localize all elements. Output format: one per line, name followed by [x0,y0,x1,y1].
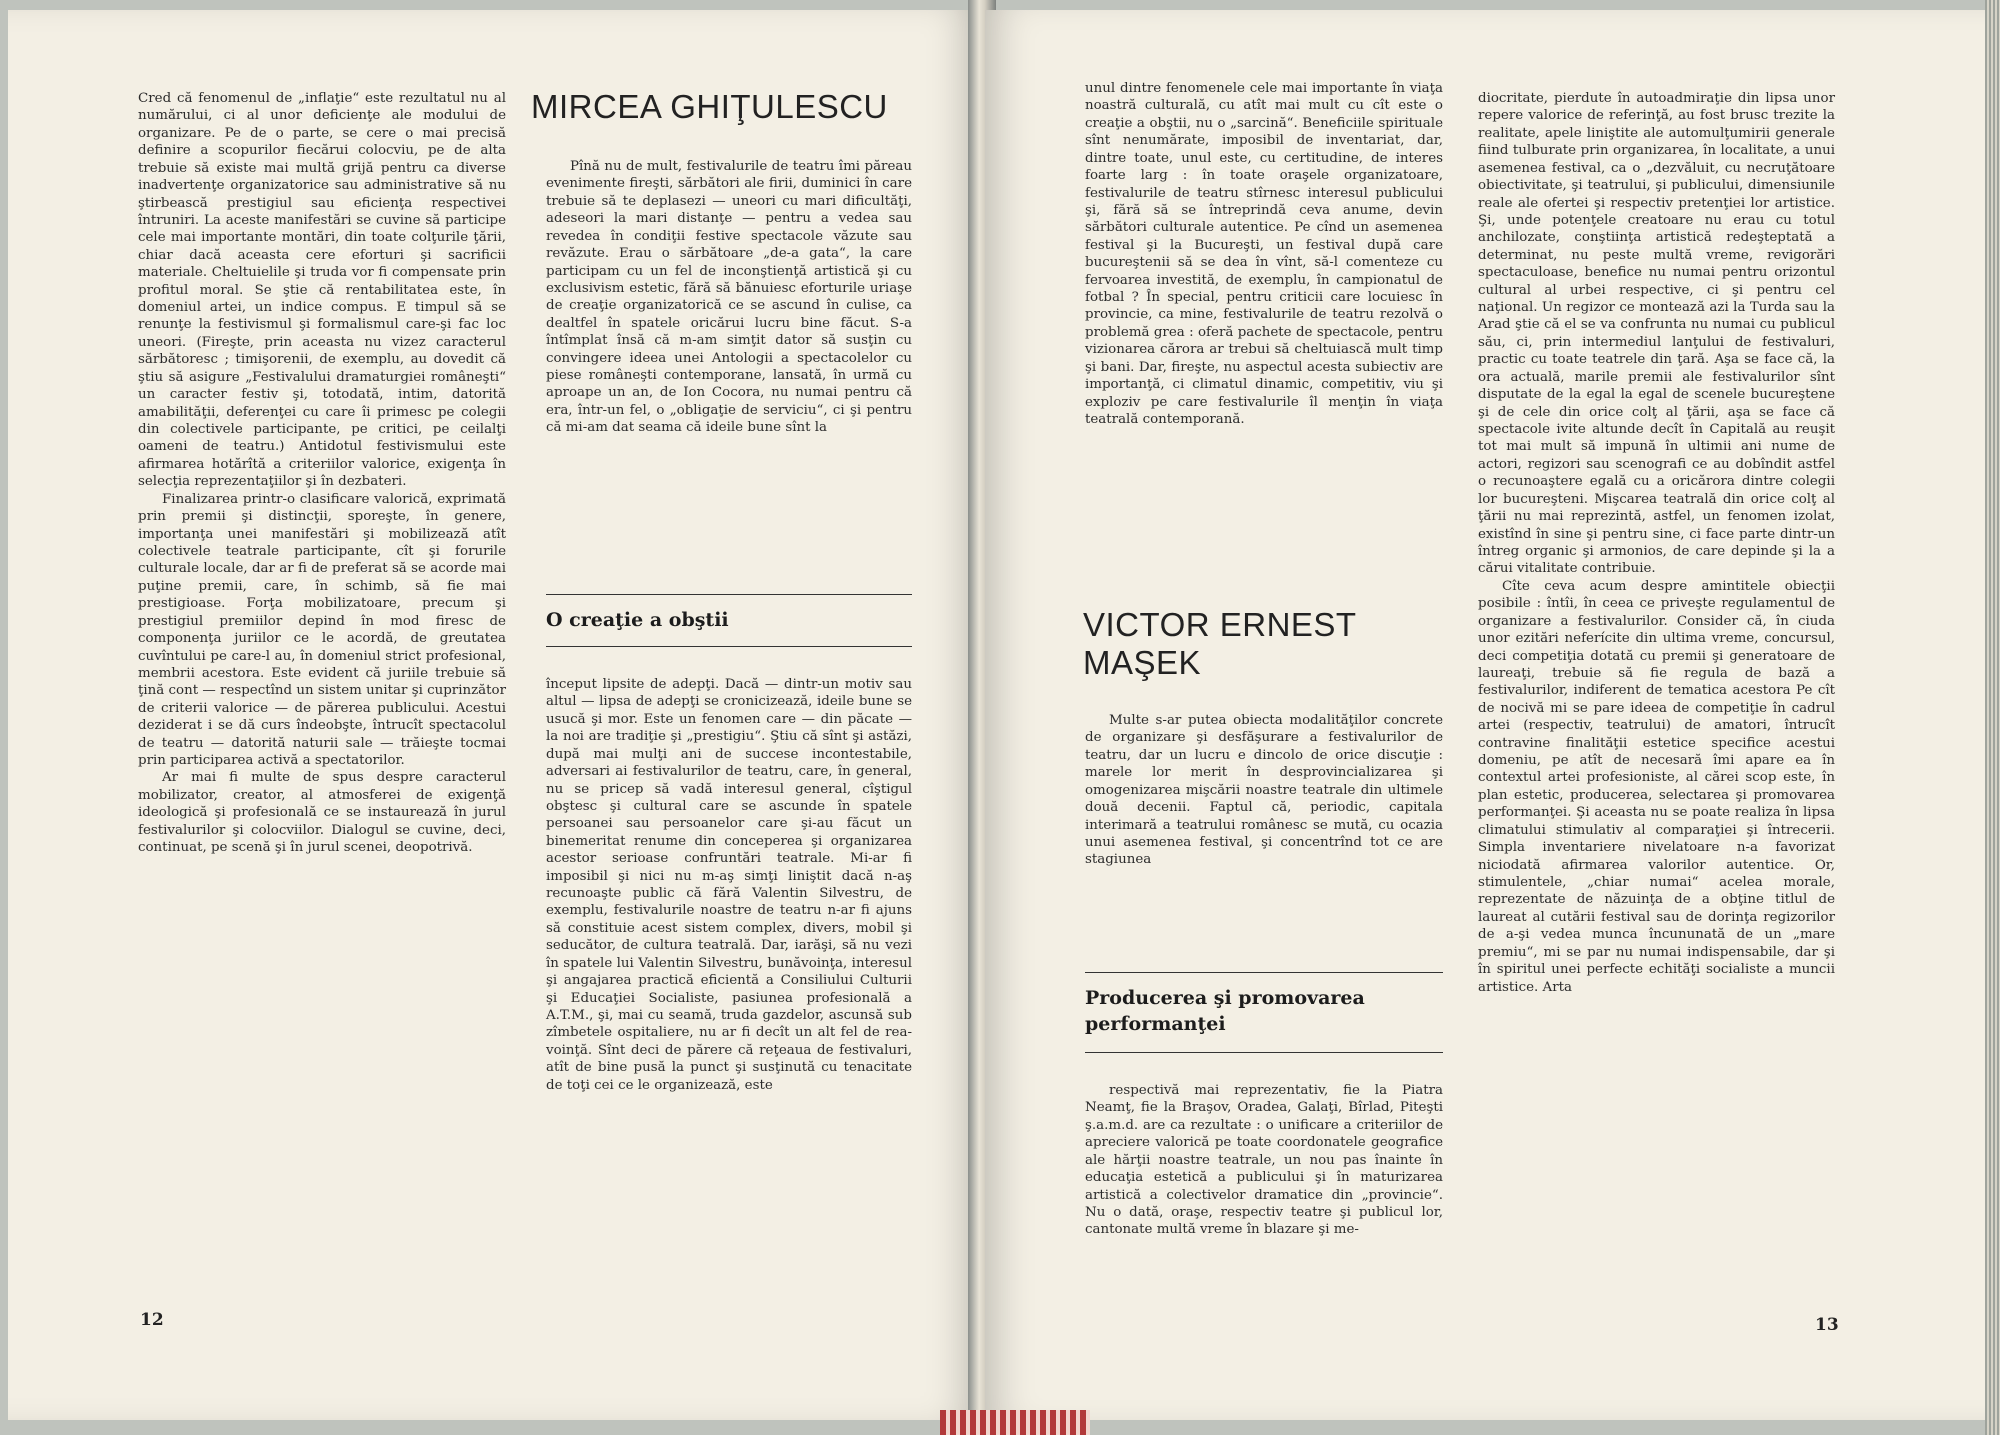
paragraph: Pînă nu de mult, festivalurile de teatru îmi păreau evenimente fireşti, sărbători ale firii, duminici în care trebuie să te deplasezi — uneori cu mari dificultăţi, adeseori la mari distanţe — pentru a vedea sau revedea în condiţii festive spectacole văzute sau revăzute. Erau o sărbătoare „de-a gata“, la care participam cu un fel de inconştienţă artistică şi cu exclusivism estetic, fără să bănuiesc eforturile uriaşe de creaţie organizatorică ce se ascund în culise, ca dealtfel în spatele oricărui lucru bine făcut. S-a întîmplat însă că m-am simţit dator să susţin cu convingere ideea unei Antologii a spectacolelor cu piese româneşti contemporane, lansată, în urmă cu aproape un an, de Ion Cocora, nu numai pentru că era, într-un fel, o „obligaţie de serviciu“, ci şi pentru că mi-am dat seama că ideile bune sînt la [546,159,912,436]
paragraph: început lipsite de adepţi. Dacă — dintr-un motiv sau altul — lipsa de adepţi se cronicizează, ideile bune se usucă şi mor. Este un fenomen care — din păcate — la noi are tradiţie şi „prestigiu“. Ştiu că sînt şi astăzi, după mai mulţi ani de succese incontestabile, adversari ai festivalurilor de teatru, care, în general, nu se pricep să vadă interesul general, cîştigul obştesc şi cultural care se ascunde în spatele persoanei sau persoanelor care şi-au făcut un binemeritat renume din conceperea şi organizarea acestor serioase confruntări teatrale. Mi-ar fi imposibil şi nici nu m-aş simţi liniştit dacă n-aş recunoaşte public că fără Valentin Silvestru, de exemplu, festivalurile noastre de teatru n-ar fi ajuns să constituie acest sistem complex, divers, mobil şi seducător, de cultura teatrală. Dar, iarăşi, să nu vezi în spatele lui Valentin Silvestru, bunăvoinţa, interesul şi angajarea practică eficientă a Consiliului Culturii şi Educaţiei Socialiste, pasiunea profesională a A.T.M., şi, mai cu seamă, truda gazdelor, ascunsă sub zîmbetele ospitaliere, nu ar fi decît un alt fel de rea-voinţă. Sînt deci de părere că reţeaua de festivaluri, atît de bine pusă la punct şi susţinută cu tenacitate de toţi cei ce le organizează, este [546,677,912,1093]
section-subtitle: Producerea şi promovarea performanţei [1085,987,1365,1035]
left-page [8,10,978,1420]
left-column-1 [138,90,506,857]
bookmark-ribbon [940,1410,1090,1435]
author-heading: MIRCEA GHIŢULESCU [531,88,888,125]
right-column-1-top [1085,80,1443,428]
right-column-1-mid [1085,712,1443,869]
right-column-1-bottom [1085,1082,1443,1239]
author-heading: VICTOR ERNEST MAŞEK [1083,606,1356,681]
section-subtitle: O creaţie a obştii [546,609,729,631]
right-page [985,10,1985,1420]
paragraph: Ar mai fi multe de spus despre caracterul mobilizator, creator, al atmosferei de exigenţă ideologică şi profesională ce se instaurează în jurul festivalurilor şi colocviilor. Dialogul se cuvine, deci, continuat, pe scenă şi în jurul scenei, deopotrivă. [138,770,506,856]
left-column-2-top [546,158,912,437]
right-column-2 [1478,90,1835,996]
paragraph: Cîte ceva acum despre amintitele obiecţii posibile : întîi, în ceea ce priveşte regulamentul de organizare a festivalurilor. Consider că, în ciuda unor ezitări neferícite din ultima vreme, concursul, deci competiţia dotată cu premii şi generatoare de laureaţi, trebuie să fie regula de bază a festivalurilor, indiferent de tematica acestora Pe cît de nocivă mi se pare ideea de competiţie în cadrul artei (respectiv, teatrului) de amatori, întrucît contravine finalităţii estetice specifice acestui domeniu, pe atît de necesară îmi apare ea în contextul artei profesioniste, al cărei scop este, în plan estetic, producerea, selectarea şi promovarea performanţei. Şi aceasta nu se poate realiza în lipsa climatului stimulativ al comparaţiei şi întrecerii. Simpla inventariere nivelatoare n-a favorizat niciodată afirmarea valorilor autentice. Or, stimulentele, „chiar numai“ acelea morale, reprezentate de năzuinţa de a obţine titlul de laureat al cutării festival sau de dorinţa regizorilor de a-şi vedea munca încununată de un „mare premiu“, mi se par nu numai indispensabile, dar şi în spiritul unei perfecte echităţi socialiste a muncii artistice. Arta [1478,578,1835,995]
paragraph: diocritate, pierdute în autoadmiraţie din lipsa unor repere valorice de referinţă, au fost brusc trezite la realitate, apele liniştite ale automulţumirii generale fiind tulburate prin organizarea, în localitate, a unui asemenea festival, ca o „dezvăluit, cu necruţătoare obiectivitate, şi teatrului, şi publicului, dimensiunile reale ale ofertei şi respectiv pretenţiei lor artistice. Şi, unde potenţele creatoare nu erau cu totul anchilozate, conştiinţa artistică redeşteptată a determinat, nu peste multă vreme, revigorări spectaculoase, benefice nu numai pentru orizontul cultural al urbei respective, ci şi pentru cel naţional. Un regizor ce montează azi la Turda sau la Arad ştie că el se va confrunta nu numai cu publicul său, ci, prin intermediul lanţului de festivaluri, practic cu toate teatrele din ţară. Aşa se face că, la ora actuală, marile premii ale festivalurilor sînt disputate de la egal la egal de scenele bucureştene şi de cele din orice colţ al ţării, aşa se face că spectacole ivite altunde decît în Capitală au reuşit tot mai mult să impună în ultimii ani nume de actori, regizori sau scenografi ce au dobîndit astfel o recunoaştere egală cu a oricărora dintre colegii lor bucureşteni. Mişcarea teatrală din orice colţ al ţării nu mai reprezintă, astfel, un fenomen izolat, existînd în sine şi pentru sine, ci face parte dintr-un întreg organic şi armonios, de care depinde şi la a cărui vitalitate contribuie. [1478,91,1835,577]
left-column-2-bottom [546,676,912,1094]
section-rule [1085,972,1443,973]
page-edges [1985,0,2000,1435]
paragraph: respectivă mai reprezentativ, fie la Piatra Neamţ, fie la Braşov, Oradea, Galaţi, Bîrlad, Piteşti ş.a.m.d. are ca rezultate : o unificare a criteriilor de apreciere valorică pe toate coordonatele geografice ale hărţii noastre teatrale, un nou pas înainte în educaţia estetică a publicului şi în maturizarea artistică a colectivelor dramatice din „provincie“. Nu o dată, oraşe, respectiv teatre şi publicul lor, cantonate multă vreme în blazare şi me- [1085,1083,1443,1238]
paragraph: unul dintre fenomenele cele mai importante în viaţa noastră culturală, cu atît mai mult cu cît este o creaţie a obştii, nu o „sarcină“. Beneficiile spirituale sînt nenumărate, imposibil de inventariat, dar, dintre toate, unul este, cu certitudine, de interes foarte larg : în toate oraşele organizatoare, festivalurile de teatru stîrnesc interesul publicului şi, fără să se întreprindă ceva anume, devin sărbători culturale autentice. Pe cînd un asemenea festival şi la Bucureşti, un festival după care bucureştenii să se dea în vînt, să-l comenteze cu fervoarea investită, de exemplu, în campionatul de fotbal ? În special, pentru criticii care locuiesc în provincie, ca mine, festivalurile de teatru rezolvă o problemă grea : oferă pachete de spectacole, pentru vizionarea cărora ar trebui să cheltuiască mult timp şi bani. Dar, fireşte, nu aspectul acesta subiectiv are importanţă, ci climatul dinamic, competitiv, viu şi exploziv pe care festivalurile îl menţin în viaţa teatrală contemporană. [1085,81,1443,428]
paragraph: Multe s-ar putea obiecta modalităţilor concrete de organizare şi desfăşurare a festivalurilor de teatru, dar un lucru e dincolo de orice discuţie : marele lor merit în desprovincializarea şi omogenizarea mişcării noastre teatrale din ultimele două decenii. Faptul că, periodic, capitala interimară a teatrului românesc se mută, cu ocazia unui asemenea festival, şi concentrînd tot ce are stagiunea [1085,713,1443,868]
page-number: 13 [1815,1315,1839,1335]
paragraph: Cred că fenomenul de „inflaţie“ este rezultatul nu al numărului, ci al unor deficienţe ale modului de organizare. Pe de o parte, se cere o mai precisă definire a scopurilor fiecărui colocviu, pe de alta trebuie să existe mai multă grijă pentru ca diverse inadvertenţe organizatorice sau administrative să nu ştirbească prestigiul sau eficienţa respectivei întruniri. La aceste manifestări se cuvine să participe cele mai importante montări, din toate colţurile ţării, chiar dacă aceasta cere eforturi şi sacrificii materiale. Cheltuielile şi truda vor fi compensate prin profitul moral. Se ştie că rentabilitatea este, în domeniul artei, un indice compus. E timpul să se renunţe la festivismul şi formalismul care-şi fac loc uneori. (Fireşte, prin aceasta nu vizez caracterul sărbătoresc ; timişorenii, de exemplu, au dovedit că ştiu să asigure „Festivalului dramaturgiei româneşti“ un caracter festiv şi, totodată, intim, datorită amabilităţii, deferenţei cu care îi primesc pe colegii din colectivele participante, pe critici, pe ceilalţi oameni de teatru.) Antidotul festivismului este afirmarea hotărîtă a criteriilor valorice, exigenţa în selecţia reprezentaţiilor şi în dezbateri. [138,91,506,490]
section-rule [1085,1052,1443,1053]
page-number: 12 [140,1310,164,1330]
section-rule [546,646,912,647]
section-rule [546,594,912,595]
paragraph: Finalizarea printr-o clasificare valorică, exprimată prin premii şi distincţii, sporeşte, în genere, importanţa unei manifestări şi mobilizează atît colectivele teatrale participante, cît şi forurile culturale locale, dar ar fi de preferat să se acorde mai puţine premii, care, în schimb, să fie mai prestigioase. Forţa mobilizatoare, precum şi prestigiul premiilor depind în mod firesc de componenţa juriilor ce le acordă, de greutatea cuvîntului pe care-l au, în domeniul strict profesional, membrii acestora. Este evident că juriile trebuie să ţină cont — respectînd un sistem unitar şi cuprinzător de criterii valorice — de părerea publicului. Acestui deziderat i se dă curs îndeobşte, întrucît spectacolul de teatru — datorită naturii sale — trăieşte tocmai prin participarea activă a spectatorilor. [138,491,506,769]
